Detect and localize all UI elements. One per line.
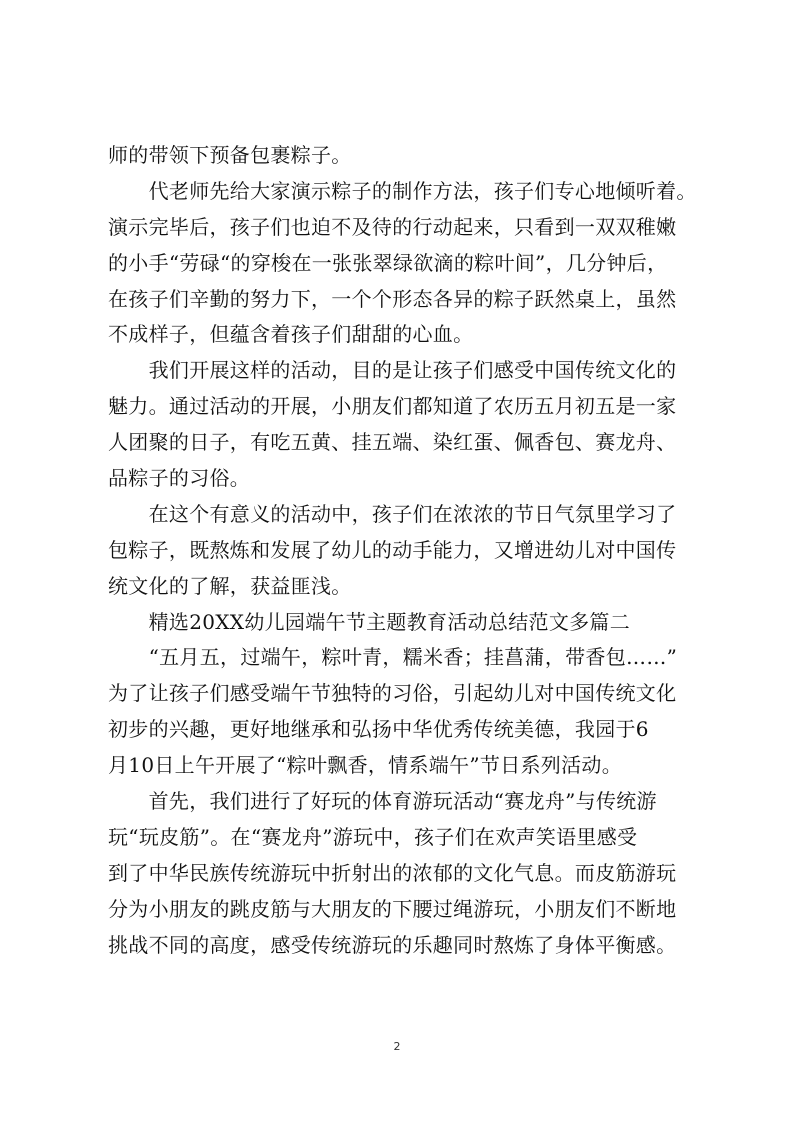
text-line: 分为小朋友的跳皮筋与大朋友的下腰过绳游玩，小朋友们不断地 xyxy=(108,896,677,921)
text-line: “五月五，过端午，粽叶青，糯米香；挂菖蒲，带香包……” xyxy=(108,645,678,670)
section-heading: 精选20XX幼儿园端午节主题教育活动总结范文多篇二 xyxy=(108,609,631,634)
text-line: 代老师先给大家演示粽子的制作方法，孩子们专心地倾听着。 xyxy=(108,178,697,203)
text-line: 不成样子，但蕴含着孩子们甜甜的心血。 xyxy=(108,322,474,347)
text-line: 统文化的了解，获益匪浅。 xyxy=(108,573,352,598)
text-line: 我们开展这样的活动，目的是让孩子们感受中国传统文化的 xyxy=(108,358,677,383)
text-line: 在这个有意义的活动中，孩子们在浓浓的节日气氛里学习了 xyxy=(108,501,677,526)
text-line: 初步的兴趣，更好地继承和弘扬中华优秀传统美德，我园于6 xyxy=(108,717,649,742)
text-line: 人团聚的日子，有吃五黄、挂五端、染红蛋、佩香包、赛龙舟、 xyxy=(108,430,677,455)
text-line: 玩“玩皮筋”。在“赛龙舟”游玩中，孩子们在欢声笑语里感受 xyxy=(108,824,638,849)
text-line: 品粽子的习俗。 xyxy=(108,466,251,491)
text-line: 挑战不同的高度，感受传统游玩的乐趣同时熬炼了身体平衡感。 xyxy=(108,932,677,957)
text-line: 为了让孩子们感受端午节独特的习俗，引起幼儿对中国传统文化 xyxy=(108,681,677,706)
text-line: 在孩子们辛勤的努力下，一个个形态各异的粽子跃然桌上，虽然 xyxy=(108,286,677,311)
body-text xyxy=(108,138,708,963)
text-line: 魅力。通过活动的开展，小朋友们都知道了农历五月初五是一家 xyxy=(108,394,677,419)
text-line: 师的带领下预备包裹粽子。 xyxy=(108,143,352,167)
text-line: 包粽子，既熬炼和发展了幼儿的动手能力，又增进幼儿对中国传 xyxy=(108,537,677,562)
text-line: 到了中华民族传统游玩中折射出的浓郁的文化气息。而皮筋游玩 xyxy=(108,860,677,885)
text-line: 演示完毕后，孩子们也迫不及待的行动起来，只看到一双双稚嫩 xyxy=(108,214,677,239)
text-line: 的小手“劳碌“的穿梭在一张张翠绿欲滴的粽叶间”，几分钟后， xyxy=(108,250,668,275)
text-line: 月10日上午开展了“粽叶飘香，情系端午”节日系列活动。 xyxy=(108,753,622,778)
text-line: 首先，我们进行了好玩的体育游玩活动“赛龙舟”与传统游 xyxy=(108,789,657,814)
page-number: 2 xyxy=(393,1040,401,1053)
